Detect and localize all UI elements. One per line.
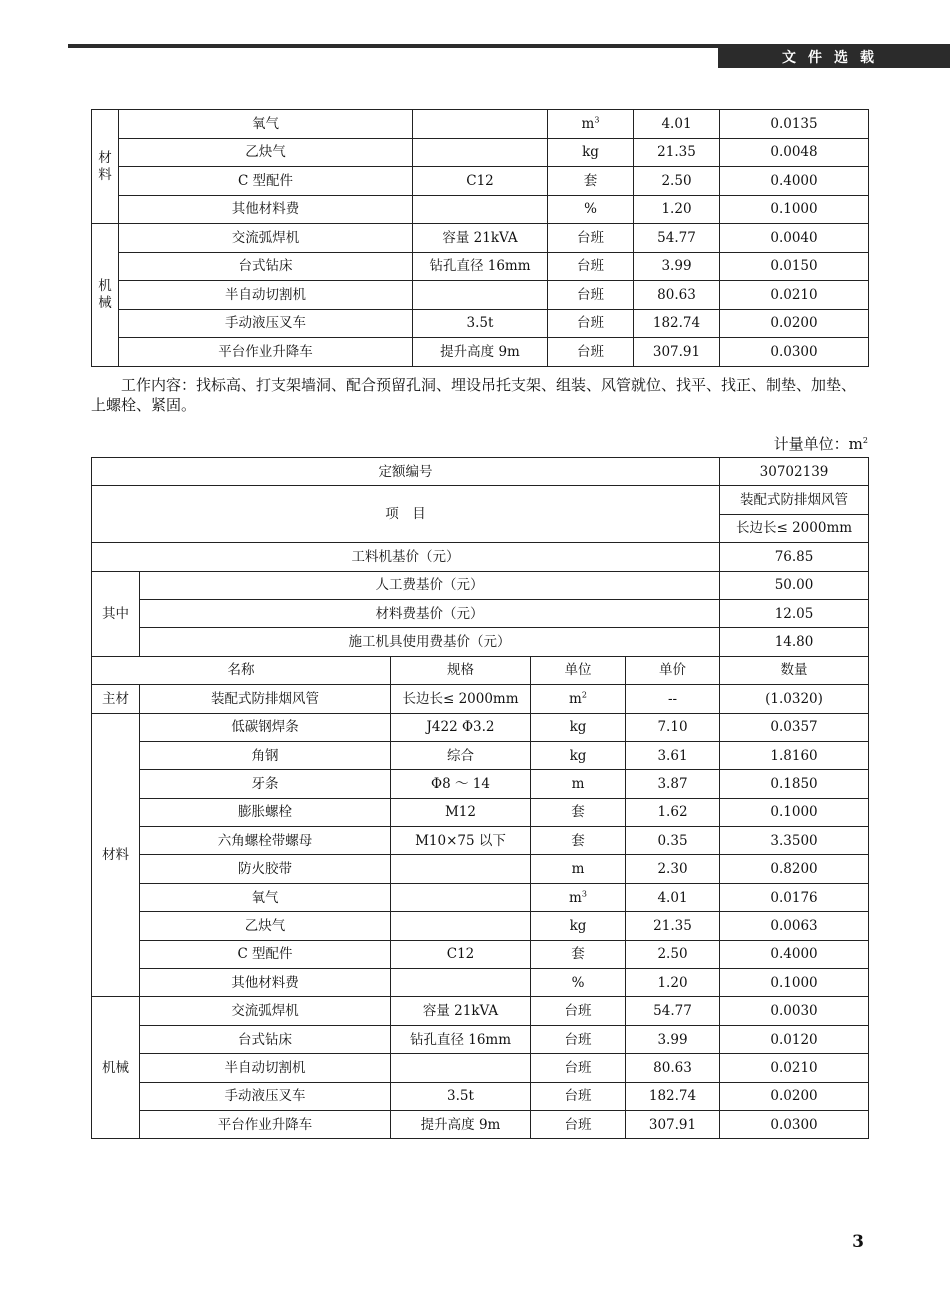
unit-sup: 2 xyxy=(581,690,587,700)
unit-cell xyxy=(531,969,626,997)
table-row xyxy=(92,309,869,338)
base-price-value: 76.85 xyxy=(720,543,869,571)
main-material-qty: (1.0320) xyxy=(720,685,869,713)
table-row xyxy=(92,997,869,1025)
item-row xyxy=(92,486,869,514)
table-row xyxy=(92,855,869,883)
spec-cell xyxy=(391,1054,531,1082)
name-cell: 台式钻床 xyxy=(140,1025,391,1053)
unit-text: 台班 xyxy=(577,343,604,360)
qty-cell: 0.4000 xyxy=(720,940,869,968)
unit-text: 套 xyxy=(571,946,585,963)
qty-cell: 0.1000 xyxy=(720,195,869,224)
quota-number-label: 定额编号 xyxy=(92,458,720,486)
main-material-spec: 长边长≤ 2000mm xyxy=(391,685,531,713)
name-cell: 台式钻床 xyxy=(119,252,413,281)
price-cell: 3.99 xyxy=(634,252,720,281)
unit-text: m xyxy=(571,861,585,878)
price-cell: 21.35 xyxy=(626,912,720,940)
unit-text: kg xyxy=(569,747,587,764)
qty-cell: 0.1000 xyxy=(720,798,869,826)
qty-cell: 0.0063 xyxy=(720,912,869,940)
of-which-row xyxy=(92,628,869,656)
name-cell: 半自动切割机 xyxy=(119,281,413,310)
spec-cell xyxy=(413,281,548,310)
spec-cell: 钻孔直径 16mm xyxy=(391,1025,531,1053)
unit-text: 台班 xyxy=(564,1031,592,1048)
unit-text: 台班 xyxy=(577,286,604,303)
qty-cell: 0.0030 xyxy=(720,997,869,1025)
name-cell: 其他材料费 xyxy=(119,195,413,224)
unit-cell xyxy=(548,224,634,253)
price-cell: 1.20 xyxy=(634,195,720,224)
unit-cell xyxy=(531,883,626,911)
price-cell: 4.01 xyxy=(634,110,720,139)
table-row xyxy=(92,827,869,855)
of-which-item-label: 施工机具使用费基价（元） xyxy=(140,628,720,656)
column-header-row xyxy=(92,656,869,684)
name-cell: 低碳钢焊条 xyxy=(140,713,391,741)
spec-cell: 容量 21kVA xyxy=(413,224,548,253)
table-row xyxy=(92,195,869,224)
unit-text: % xyxy=(571,974,585,991)
of-which-item-value: 12.05 xyxy=(720,599,869,627)
unit-cell xyxy=(548,281,634,310)
spec-cell: C12 xyxy=(391,940,531,968)
qty-cell: 0.0357 xyxy=(720,713,869,741)
qty-cell: 1.8160 xyxy=(720,741,869,769)
unit-text: m xyxy=(581,115,595,132)
spec-cell: 容量 21kVA xyxy=(391,997,531,1025)
unit-label-text: 计量单位：m xyxy=(773,435,863,453)
unit-text: 台班 xyxy=(564,1116,592,1133)
item-spec: 长边长≤ 2000mm xyxy=(720,514,869,542)
unit-text: 台班 xyxy=(564,1003,592,1020)
table-row xyxy=(92,770,869,798)
spec-cell: 提升高度 9m xyxy=(391,1110,531,1138)
quota-number-row xyxy=(92,458,869,486)
spec-cell xyxy=(391,883,531,911)
unit-cell xyxy=(531,713,626,741)
name-cell: 半自动切割机 xyxy=(140,1054,391,1082)
spec-cell: 3.5t xyxy=(413,309,548,338)
name-cell: 乙炔气 xyxy=(119,138,413,167)
unit-cell xyxy=(531,1054,626,1082)
name-cell: 防火胶带 xyxy=(140,855,391,883)
spec-cell xyxy=(391,912,531,940)
unit-text: m xyxy=(571,775,585,792)
spec-cell xyxy=(391,855,531,883)
table-row xyxy=(92,741,869,769)
of-which-item-value: 14.80 xyxy=(720,628,869,656)
unit-text: kg xyxy=(569,917,587,934)
column-header-qty: 数量 xyxy=(720,656,869,684)
column-header-price: 单价 xyxy=(626,656,720,684)
unit-sup: 3 xyxy=(581,889,587,899)
qty-cell: 0.0210 xyxy=(720,1054,869,1082)
spec-cell xyxy=(413,138,548,167)
price-cell: 3.61 xyxy=(626,741,720,769)
category-label: 机械 xyxy=(98,277,112,311)
name-cell: 平台作业升降车 xyxy=(119,338,413,367)
price-cell: 307.91 xyxy=(626,1110,720,1138)
qty-cell: 0.0135 xyxy=(720,110,869,139)
unit-text: m xyxy=(569,690,582,707)
main-material-price: -- xyxy=(626,685,720,713)
of-which-label: 其中 xyxy=(92,571,140,656)
qty-cell: 3.3500 xyxy=(720,827,869,855)
unit-cell xyxy=(548,167,634,196)
unit-text: % xyxy=(584,201,597,218)
qty-cell: 0.0300 xyxy=(720,338,869,367)
price-cell: 4.01 xyxy=(626,883,720,911)
name-cell: C 型配件 xyxy=(140,940,391,968)
item-name: 装配式防排烟风管 xyxy=(720,486,869,514)
item-label: 项 目 xyxy=(92,486,720,543)
of-which-row xyxy=(92,599,869,627)
table-row xyxy=(92,281,869,310)
unit-text: kg xyxy=(582,144,599,161)
qty-cell: 0.0300 xyxy=(720,1110,869,1138)
qty-cell: 0.0200 xyxy=(720,1082,869,1110)
table-row xyxy=(92,167,869,196)
base-price-label: 工料机基价（元） xyxy=(92,543,720,571)
unit-label xyxy=(774,433,868,454)
price-cell: 54.77 xyxy=(634,224,720,253)
table-row xyxy=(92,1082,869,1110)
price-cell: 182.74 xyxy=(634,309,720,338)
name-cell: C 型配件 xyxy=(119,167,413,196)
spec-cell xyxy=(413,195,548,224)
table-row xyxy=(92,912,869,940)
price-cell: 80.63 xyxy=(626,1054,720,1082)
price-cell: 182.74 xyxy=(626,1082,720,1110)
unit-cell xyxy=(531,997,626,1025)
unit-cell xyxy=(548,338,634,367)
category-cell xyxy=(92,713,140,997)
name-cell: 手动液压叉车 xyxy=(140,1082,391,1110)
price-cell: 307.91 xyxy=(634,338,720,367)
section-tag: 文件选载 xyxy=(718,48,950,68)
price-cell: 0.35 xyxy=(626,827,720,855)
name-cell: 交流弧焊机 xyxy=(119,224,413,253)
column-header-name: 名称 xyxy=(92,656,391,684)
table-row xyxy=(92,252,869,281)
name-cell: 平台作业升降车 xyxy=(140,1110,391,1138)
of-which-item-label: 材料费基价（元） xyxy=(140,599,720,627)
table-row xyxy=(92,224,869,253)
price-cell: 1.62 xyxy=(626,798,720,826)
name-cell: 六角螺栓带螺母 xyxy=(140,827,391,855)
unit-text: 台班 xyxy=(564,1059,592,1076)
name-cell: 角钢 xyxy=(140,741,391,769)
price-cell: 3.99 xyxy=(626,1025,720,1053)
price-cell: 2.50 xyxy=(626,940,720,968)
work-content: 工作内容：找标高、打支架墙洞、配合预留孔洞、埋设吊托支架、组装、风管就位、找平、找正、制垫、加垫、上螺栓、紧固。 xyxy=(91,376,857,414)
unit-cell xyxy=(531,912,626,940)
quota-table-body xyxy=(92,458,869,1139)
spec-cell: M12 xyxy=(391,798,531,826)
price-cell: 80.63 xyxy=(634,281,720,310)
spec-cell: M10×75 以下 xyxy=(391,827,531,855)
table-row xyxy=(92,969,869,997)
qty-cell: 0.1850 xyxy=(720,770,869,798)
category-cell xyxy=(92,110,119,224)
name-cell: 氧气 xyxy=(140,883,391,911)
unit-text: 套 xyxy=(571,804,585,821)
price-cell: 21.35 xyxy=(634,138,720,167)
qty-cell: 0.0048 xyxy=(720,138,869,167)
spec-cell: J422 Φ3.2 xyxy=(391,713,531,741)
price-cell: 7.10 xyxy=(626,713,720,741)
qty-cell: 0.0040 xyxy=(720,224,869,253)
unit-text: 套 xyxy=(571,832,585,849)
main-material-category: 主材 xyxy=(92,685,140,713)
name-cell: 氧气 xyxy=(119,110,413,139)
spec-cell: C12 xyxy=(413,167,548,196)
spec-cell: 提升高度 9m xyxy=(413,338,548,367)
name-cell: 乙炔气 xyxy=(140,912,391,940)
unit-text: 台班 xyxy=(564,1088,592,1105)
of-which-item-label: 人工费基价（元） xyxy=(140,571,720,599)
qty-cell: 0.0176 xyxy=(720,883,869,911)
spec-cell xyxy=(391,969,531,997)
price-cell: 54.77 xyxy=(626,997,720,1025)
spec-cell: 钻孔直径 16mm xyxy=(413,252,548,281)
of-which-item-value: 50.00 xyxy=(720,571,869,599)
unit-text: 套 xyxy=(583,172,598,189)
main-material-name: 装配式防排烟风管 xyxy=(140,685,391,713)
unit-text: 台班 xyxy=(577,258,604,275)
table-row xyxy=(92,883,869,911)
unit-cell xyxy=(531,1110,626,1138)
category-label: 材料 xyxy=(102,846,129,863)
of-which-row xyxy=(92,571,869,599)
unit-cell xyxy=(531,855,626,883)
table-row xyxy=(92,110,869,139)
name-cell: 牙条 xyxy=(140,770,391,798)
qty-cell: 0.0120 xyxy=(720,1025,869,1053)
main-material-unit xyxy=(531,685,626,713)
qty-cell: 0.1000 xyxy=(720,969,869,997)
unit-text: m xyxy=(569,889,582,906)
unit-sup: 3 xyxy=(594,115,600,125)
qty-cell: 0.0200 xyxy=(720,309,869,338)
qty-cell: 0.8200 xyxy=(720,855,869,883)
category-label: 材料 xyxy=(98,149,112,183)
unit-text: kg xyxy=(569,719,587,736)
unit-cell xyxy=(531,940,626,968)
name-cell: 其他材料费 xyxy=(140,969,391,997)
price-cell: 1.20 xyxy=(626,969,720,997)
table-row xyxy=(92,338,869,367)
quota-table-continued-body xyxy=(92,110,869,367)
unit-text: 台班 xyxy=(577,315,604,332)
spec-cell: 3.5t xyxy=(391,1082,531,1110)
unit-cell xyxy=(548,138,634,167)
unit-cell xyxy=(548,195,634,224)
unit-cell xyxy=(548,110,634,139)
unit-cell xyxy=(531,1082,626,1110)
qty-cell: 0.4000 xyxy=(720,167,869,196)
table-row xyxy=(92,798,869,826)
table-row xyxy=(92,940,869,968)
unit-cell xyxy=(531,1025,626,1053)
category-cell xyxy=(92,997,140,1139)
category-label: 机械 xyxy=(102,1059,129,1076)
price-cell: 2.30 xyxy=(626,855,720,883)
spec-cell: Φ8 ～ 14 xyxy=(391,770,531,798)
quota-table xyxy=(91,457,869,1139)
table-row xyxy=(92,1054,869,1082)
unit-cell xyxy=(548,309,634,338)
spec-cell: 综合 xyxy=(391,741,531,769)
price-cell: 3.87 xyxy=(626,770,720,798)
main-material-row xyxy=(92,685,869,713)
unit-text: 台班 xyxy=(577,229,604,246)
table-row xyxy=(92,1110,869,1138)
price-cell: 2.50 xyxy=(634,167,720,196)
category-cell xyxy=(92,224,119,367)
name-cell: 膨胀螺栓 xyxy=(140,798,391,826)
unit-cell xyxy=(531,827,626,855)
unit-label-sup: 2 xyxy=(862,436,868,445)
unit-cell xyxy=(548,252,634,281)
name-cell: 交流弧焊机 xyxy=(140,997,391,1025)
name-cell: 手动液压叉车 xyxy=(119,309,413,338)
unit-cell xyxy=(531,770,626,798)
table-row xyxy=(92,713,869,741)
column-header-unit: 单位 xyxy=(531,656,626,684)
spec-cell xyxy=(413,110,548,139)
quota-number-value: 30702139 xyxy=(720,458,869,486)
qty-cell: 0.0210 xyxy=(720,281,869,310)
unit-cell xyxy=(531,741,626,769)
unit-cell xyxy=(531,798,626,826)
column-header-spec: 规格 xyxy=(391,656,531,684)
base-price-row xyxy=(92,543,869,571)
page-number: 3 xyxy=(852,1232,864,1252)
table-row xyxy=(92,1025,869,1053)
quota-table-continued xyxy=(91,109,869,367)
qty-cell: 0.0150 xyxy=(720,252,869,281)
table-row xyxy=(92,138,869,167)
